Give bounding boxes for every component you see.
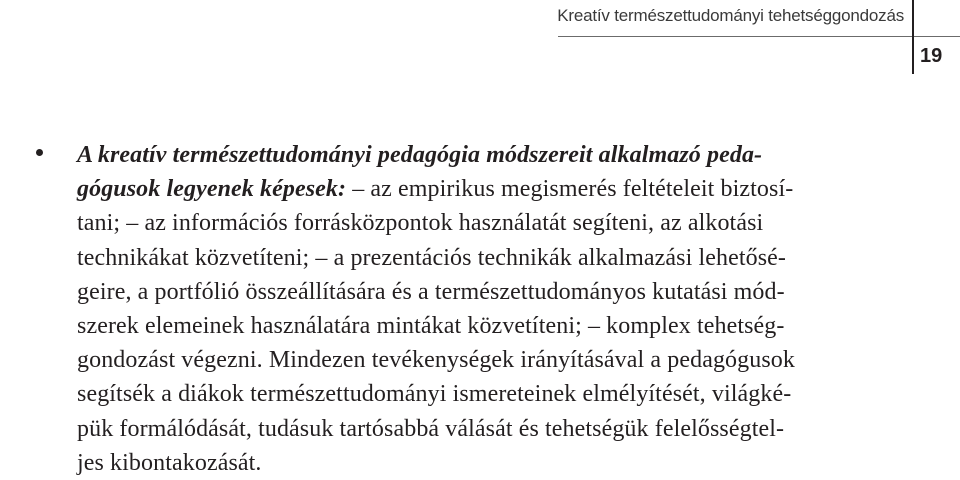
body-line-2	[77, 172, 895, 206]
body-line-5: geire, a portfólió összeállítására és a természettudományos kutatási mód-	[77, 278, 785, 305]
body-line-6: szerek elemeinek használatára mintákat közvetíteni; – komplex tehetség-	[77, 313, 785, 340]
lead-phrase-part2: gógusok legyenek képesek:	[77, 176, 347, 203]
body-line-1	[77, 138, 895, 172]
bullet-icon	[36, 149, 43, 156]
lead-phrase-part1: A kreatív természettudományi pedagógia módszereit alkalmazó peda-	[77, 142, 763, 168]
body-paragraph	[77, 138, 895, 480]
body-line-7: gondozást végezni. Mindezen tevékenységek irányításával a pedagógusok	[77, 347, 795, 374]
body-line-10: jes kibontakozását.	[77, 449, 262, 476]
body-line-4: technikákat közvetíteni; – a prezentációs technikák alkalmazási lehetősé-	[77, 244, 786, 271]
running-header-title: Kreatív természettudományi tehetséggondozás	[557, 6, 904, 25]
body-line-9: pük formálódását, tudásuk tartósabbá válását és tehetségük felelősségtel-	[77, 415, 785, 442]
body-line-2-rest: – az empirikus megismerés feltételeit biztosí-	[346, 176, 794, 203]
body-line-3: tani; – az információs forrásközpontok használatát segíteni, az alkotási	[77, 210, 764, 237]
body-line-8: segítsék a diákok természettudományi ismereteinek elmélyítését, világké-	[77, 381, 792, 408]
page-number-divider	[912, 0, 914, 74]
header-rule	[558, 36, 960, 37]
page-number: 19	[920, 45, 943, 67]
